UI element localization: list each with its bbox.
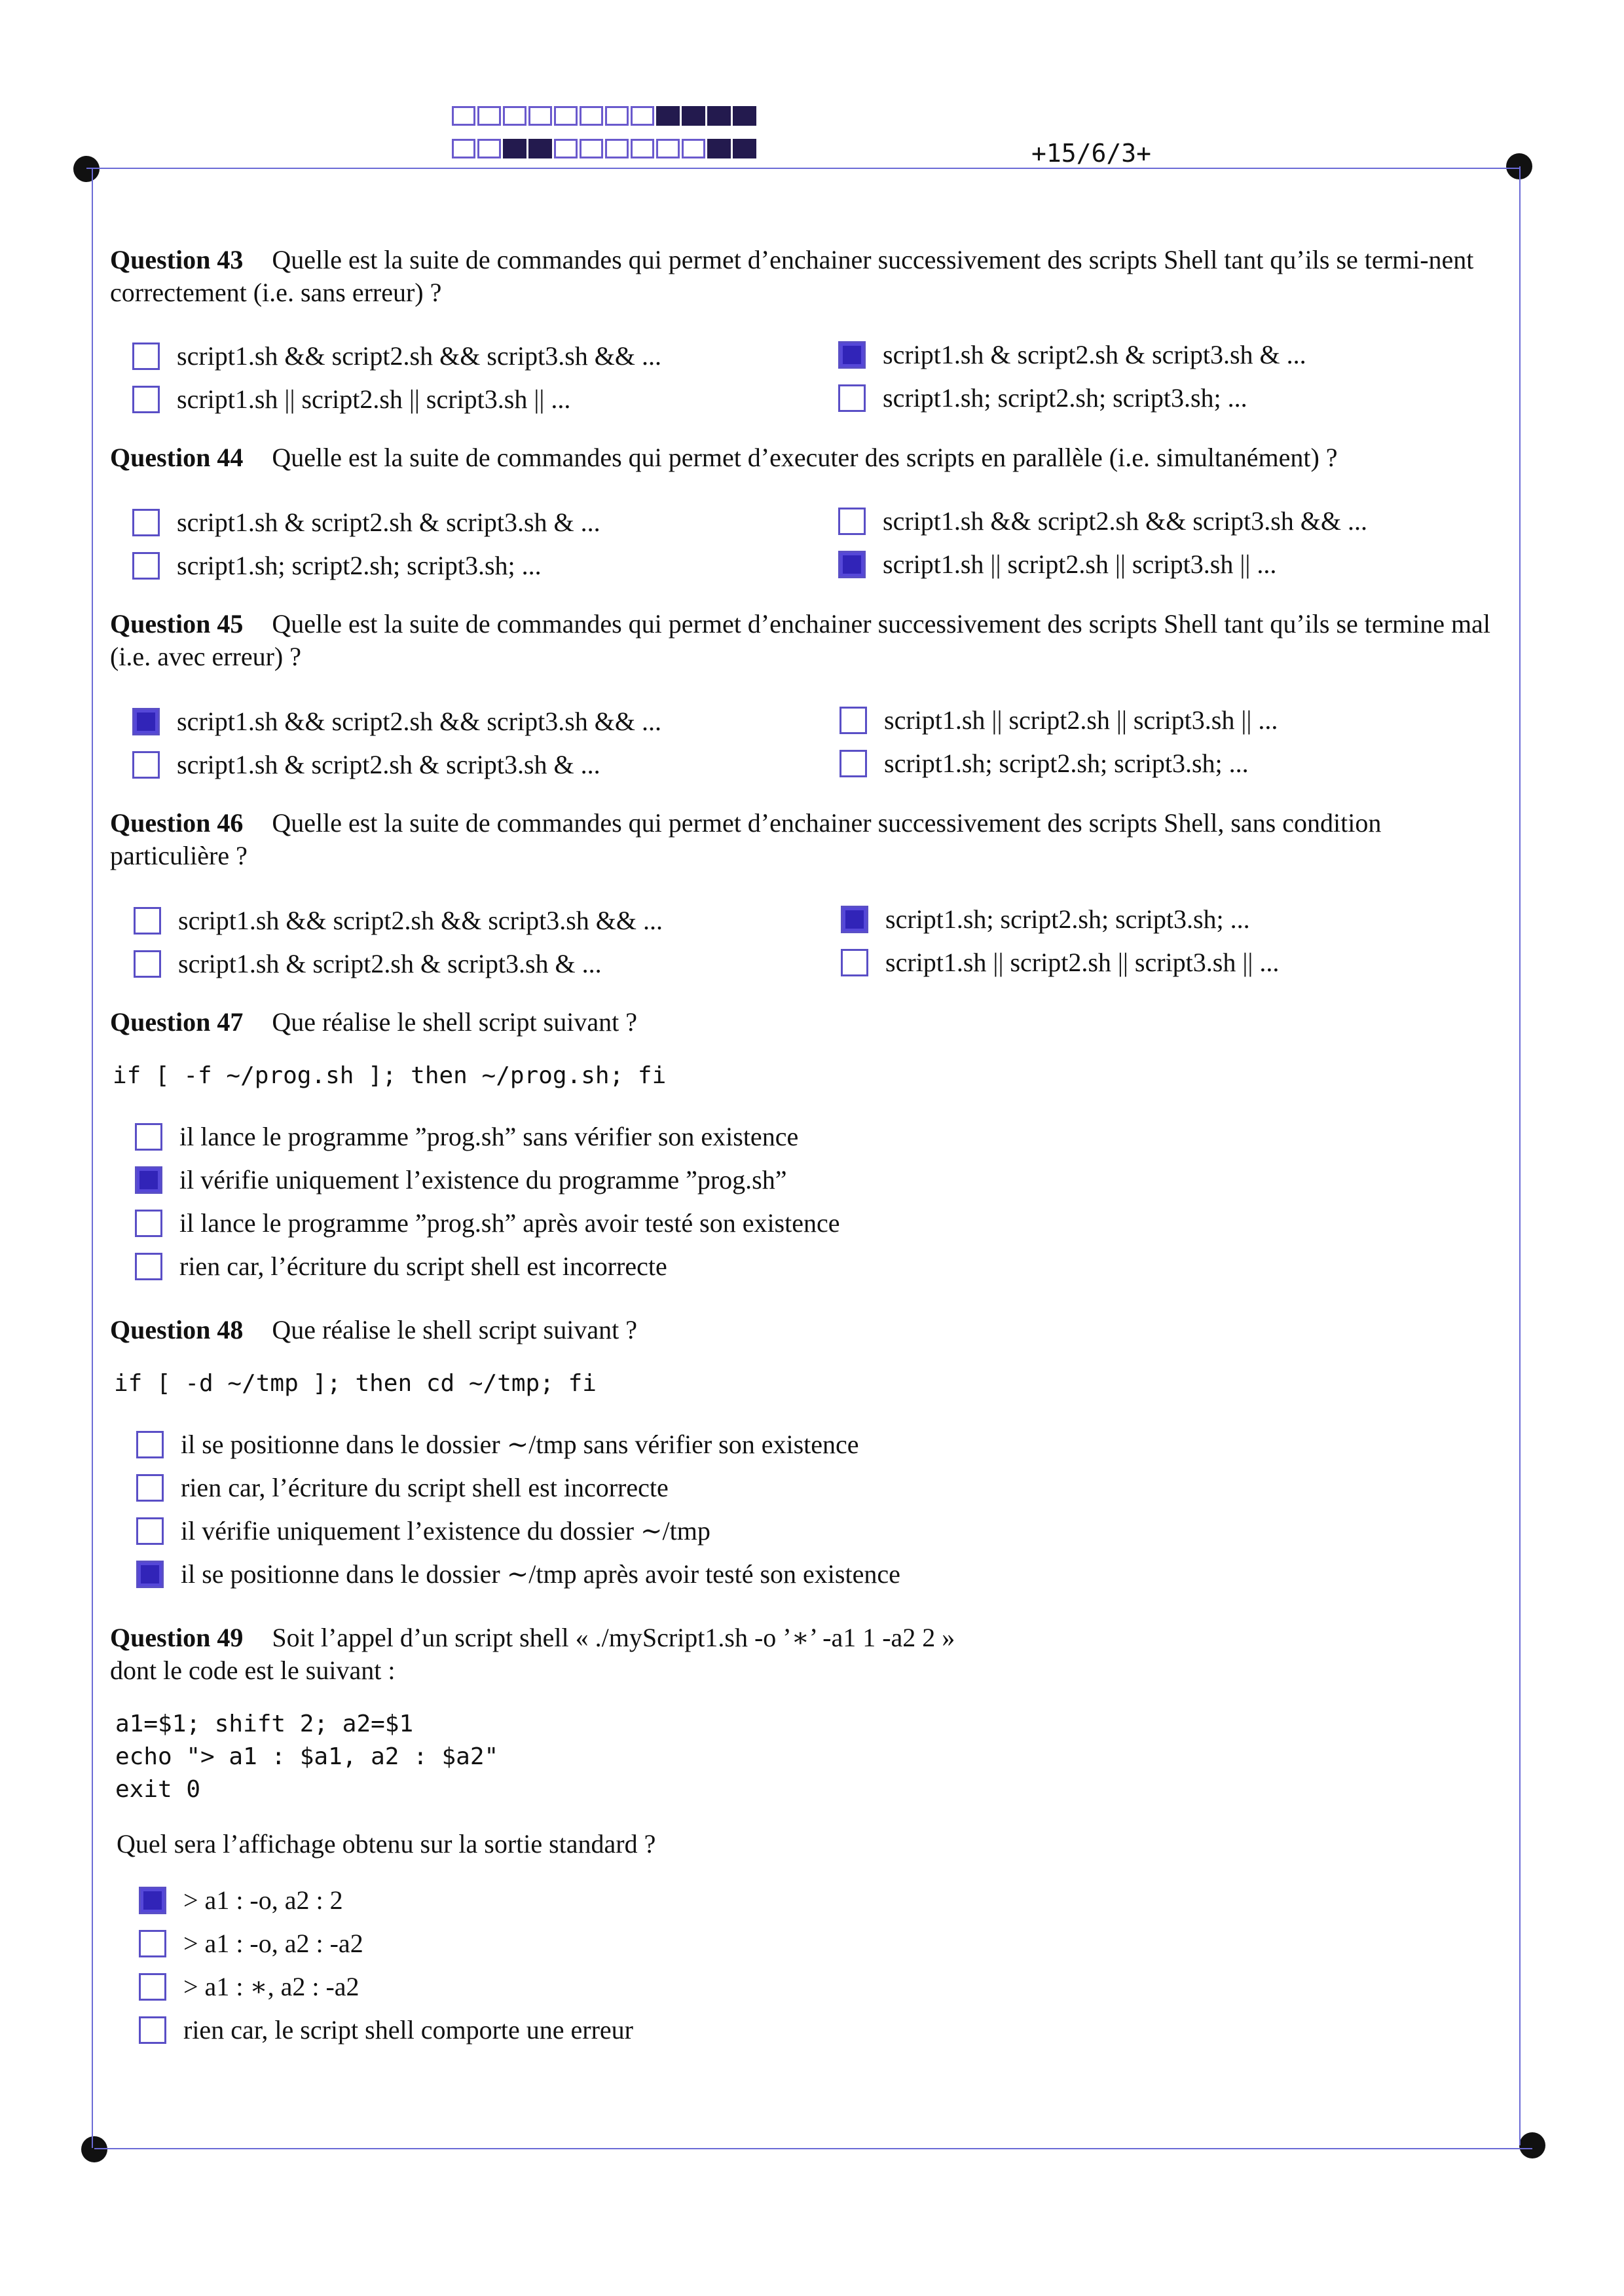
answer-label: script1.sh & script2.sh & script3.sh & ... <box>177 750 600 779</box>
frame-bottom <box>94 2148 1532 2149</box>
answer-checkbox[interactable] <box>134 950 161 978</box>
answer-label: il lance le programme ”prog.sh” sans vérifier son existence <box>179 1122 799 1151</box>
corner-mark-bottom-left <box>81 2136 107 2162</box>
id-code-cell <box>452 106 475 126</box>
answer-checkbox[interactable] <box>132 386 160 413</box>
corner-mark-top-left <box>73 156 100 182</box>
id-code-cell <box>503 106 526 126</box>
answer-option[interactable] <box>132 341 661 371</box>
answer-option[interactable] <box>838 549 1276 580</box>
question-text: Que réalise le shell script suivant ? <box>272 1007 637 1037</box>
answer-option[interactable] <box>840 748 1249 779</box>
answer-label: rien car, le script shell comporte une erreur <box>183 2015 633 2045</box>
answer-option[interactable] <box>838 339 1306 370</box>
id-code-cell <box>733 106 756 126</box>
answer-option[interactable] <box>136 1515 710 1546</box>
question-text: Que réalise le shell script suivant ? <box>272 1315 637 1344</box>
answer-checkbox[interactable] <box>838 384 866 412</box>
id-code-cell <box>477 139 501 158</box>
corner-mark-bottom-right <box>1519 2132 1545 2158</box>
code-snippet: if [ -f ~/prog.sh ]; then ~/prog.sh; fi <box>113 1062 667 1089</box>
answer-label: script1.sh || script2.sh || script3.sh || ... <box>883 549 1277 579</box>
answer-option[interactable] <box>132 749 600 780</box>
answer-checkbox[interactable] <box>139 1887 166 1914</box>
answer-label: script1.sh & script2.sh & script3.sh & ... <box>177 508 600 537</box>
answer-label: script1.sh && script2.sh && script3.sh && ... <box>883 506 1367 536</box>
question-text: Quelle est la suite de commandes qui permet d’executer des scripts en parallèle (i.e. simultanément) ? <box>272 443 1338 472</box>
answer-option[interactable] <box>139 1928 363 1959</box>
code-line-2: echo "> a1 : $a1, a2 : $a2" <box>115 1743 499 1770</box>
answer-checkbox[interactable] <box>838 341 866 369</box>
answer-checkbox[interactable] <box>838 508 866 535</box>
answer-checkbox[interactable] <box>840 707 867 734</box>
answer-checkbox[interactable] <box>132 751 160 779</box>
answer-checkbox[interactable] <box>840 750 867 777</box>
question-45 <box>110 608 1498 673</box>
answer-checkbox[interactable] <box>135 1166 162 1194</box>
answer-checkbox[interactable] <box>136 1561 164 1588</box>
answer-option[interactable] <box>139 1971 360 2002</box>
id-code-cell <box>452 139 475 158</box>
answer-checkbox[interactable] <box>139 1930 166 1957</box>
id-code-cell <box>605 106 629 126</box>
answer-label: il vérifie uniquement l’existence du programme ”prog.sh” <box>179 1165 787 1194</box>
id-code-cell <box>631 106 654 126</box>
question-48 <box>110 1314 1498 1346</box>
answer-option[interactable] <box>838 382 1247 413</box>
answer-label: > a1 : ∗, a2 : -a2 <box>183 1972 360 2001</box>
id-code-cell <box>682 139 705 158</box>
answer-option[interactable] <box>134 948 602 979</box>
question-text: Soit l’appel d’un script shell « ./myScript1.sh -o ’∗’ -a1 1 -a2 2 » <box>272 1623 955 1652</box>
answer-option[interactable] <box>132 550 542 581</box>
answer-label: script1.sh || script2.sh || script3.sh || ... <box>885 948 1280 977</box>
question-44 <box>110 441 1498 474</box>
code-line-1: a1=$1; shift 2; a2=$1 <box>115 1711 414 1737</box>
answer-label: script1.sh; script2.sh; script3.sh; ... <box>885 904 1250 934</box>
question-43 <box>110 244 1498 309</box>
answer-checkbox[interactable] <box>139 2016 166 2044</box>
page-identifier: +15/6/3+ <box>1031 139 1152 168</box>
id-code-cell <box>682 106 705 126</box>
answer-option[interactable] <box>134 905 663 936</box>
answer-label: script1.sh & script2.sh & script3.sh & ... <box>178 949 602 978</box>
frame-left <box>92 169 93 2148</box>
answer-option[interactable] <box>841 947 1279 978</box>
id-code-cell <box>707 106 731 126</box>
id-code-cell <box>477 106 501 126</box>
answer-label: rien car, l’écriture du script shell est incorrecte <box>179 1251 667 1281</box>
answer-checkbox[interactable] <box>132 509 160 536</box>
question-text: Quelle est la suite de commandes qui permet d’enchainer successivement des scripts Shell tant qu’ils se termi-nent correctement (i.e. sans erreur) ? <box>110 245 1474 307</box>
answer-checkbox[interactable] <box>838 551 866 578</box>
question-title: Question 49 <box>110 1623 244 1652</box>
answer-checkbox[interactable] <box>134 907 161 935</box>
answer-checkbox[interactable] <box>841 949 868 976</box>
id-code-cell <box>554 106 578 126</box>
question-49 <box>110 1621 1498 1687</box>
answer-option[interactable] <box>838 506 1367 536</box>
answer-option[interactable] <box>135 1208 840 1238</box>
id-code-cell <box>707 139 731 158</box>
answer-checkbox[interactable] <box>136 1517 164 1545</box>
frame-right <box>1519 166 1521 2145</box>
answer-label: script1.sh || script2.sh || script3.sh || ... <box>884 705 1278 735</box>
answer-option[interactable] <box>840 705 1278 735</box>
question-title: Question 43 <box>110 245 244 274</box>
question-title: Question 46 <box>110 808 244 838</box>
answer-checkbox[interactable] <box>136 1474 164 1502</box>
answer-option[interactable] <box>136 1559 900 1589</box>
answer-label: rien car, l’écriture du script shell est incorrecte <box>181 1473 669 1502</box>
answer-label: script1.sh || script2.sh || script3.sh || ... <box>177 384 571 414</box>
answer-option[interactable] <box>135 1121 798 1152</box>
answer-option[interactable] <box>132 507 600 538</box>
answer-label: il vérifie uniquement l’existence du dossier ∼/tmp <box>181 1516 710 1546</box>
answer-option[interactable] <box>132 706 661 737</box>
id-code-cell <box>733 139 756 158</box>
answer-checkbox[interactable] <box>132 552 160 580</box>
answer-option[interactable] <box>135 1164 786 1195</box>
answer-label: script1.sh & script2.sh & script3.sh & ... <box>883 340 1306 369</box>
frame-top <box>86 168 1521 169</box>
id-code-cell <box>528 106 552 126</box>
answer-checkbox[interactable] <box>136 1431 164 1458</box>
id-code-cell <box>580 139 603 158</box>
code-line-3: exit 0 <box>115 1776 201 1803</box>
id-code-cell <box>631 139 654 158</box>
question-47 <box>110 1006 1498 1039</box>
answer-checkbox[interactable] <box>135 1253 162 1280</box>
question-46 <box>110 807 1498 872</box>
answer-checkbox[interactable] <box>139 1973 166 2001</box>
answer-option[interactable] <box>136 1472 669 1503</box>
answer-checkbox[interactable] <box>132 343 160 370</box>
question-title: Question 48 <box>110 1315 244 1344</box>
id-code-cell <box>656 139 680 158</box>
answer-label: script1.sh && script2.sh && script3.sh && ... <box>177 707 661 736</box>
id-code-cell <box>503 139 526 158</box>
answer-label: il se positionne dans le dossier ∼/tmp sans vérifier son existence <box>181 1430 859 1459</box>
code-snippet: if [ -d ~/tmp ]; then cd ~/tmp; fi <box>114 1370 597 1397</box>
id-code-cell <box>656 106 680 126</box>
answer-label: il lance le programme ”prog.sh” après avoir testé son existence <box>179 1208 840 1238</box>
question-text: Quelle est la suite de commandes qui permet d’enchainer successivement des scripts Shell, sans condition particulière ? <box>110 808 1382 870</box>
answer-option[interactable] <box>135 1251 667 1282</box>
answer-option[interactable] <box>139 1885 343 1916</box>
answer-option[interactable] <box>136 1429 859 1460</box>
answer-label: > a1 : -o, a2 : 2 <box>183 1885 343 1915</box>
answer-label: il se positionne dans le dossier ∼/tmp après avoir testé son existence <box>181 1559 900 1589</box>
id-code-row-2 <box>452 139 756 158</box>
id-code-row-1 <box>452 106 756 126</box>
answer-label: script1.sh; script2.sh; script3.sh; ... <box>884 749 1249 778</box>
answer-option[interactable] <box>139 2014 633 2045</box>
answer-label: > a1 : -o, a2 : -a2 <box>183 1929 363 1958</box>
answer-checkbox[interactable] <box>135 1210 162 1237</box>
answer-checkbox[interactable] <box>132 708 160 735</box>
id-code-cell <box>554 139 578 158</box>
id-code-cell <box>528 139 552 158</box>
answer-label: script1.sh && script2.sh && script3.sh && ... <box>177 341 661 371</box>
id-code-cell <box>605 139 629 158</box>
answer-option[interactable] <box>132 384 570 415</box>
question-title: Question 47 <box>110 1007 244 1037</box>
answer-checkbox[interactable] <box>841 906 868 933</box>
question-text-continued: dont le code est le suivant : <box>110 1656 396 1685</box>
answer-option[interactable] <box>841 904 1250 935</box>
answer-label: script1.sh; script2.sh; script3.sh; ... <box>883 383 1247 413</box>
id-code-cell <box>580 106 603 126</box>
answer-checkbox[interactable] <box>135 1123 162 1151</box>
answer-label: script1.sh && script2.sh && script3.sh && ... <box>178 906 663 935</box>
question-text: Quelle est la suite de commandes qui permet d’enchainer successivement des scripts Shell tant qu’ils se termine mal (i.e. avec erreur) ? <box>110 609 1490 671</box>
question-title: Question 44 <box>110 443 244 472</box>
question-prompt: Quel sera l’affichage obtenu sur la sortie standard ? <box>117 1829 656 1859</box>
question-title: Question 45 <box>110 609 244 639</box>
answer-label: script1.sh; script2.sh; script3.sh; ... <box>177 551 542 580</box>
